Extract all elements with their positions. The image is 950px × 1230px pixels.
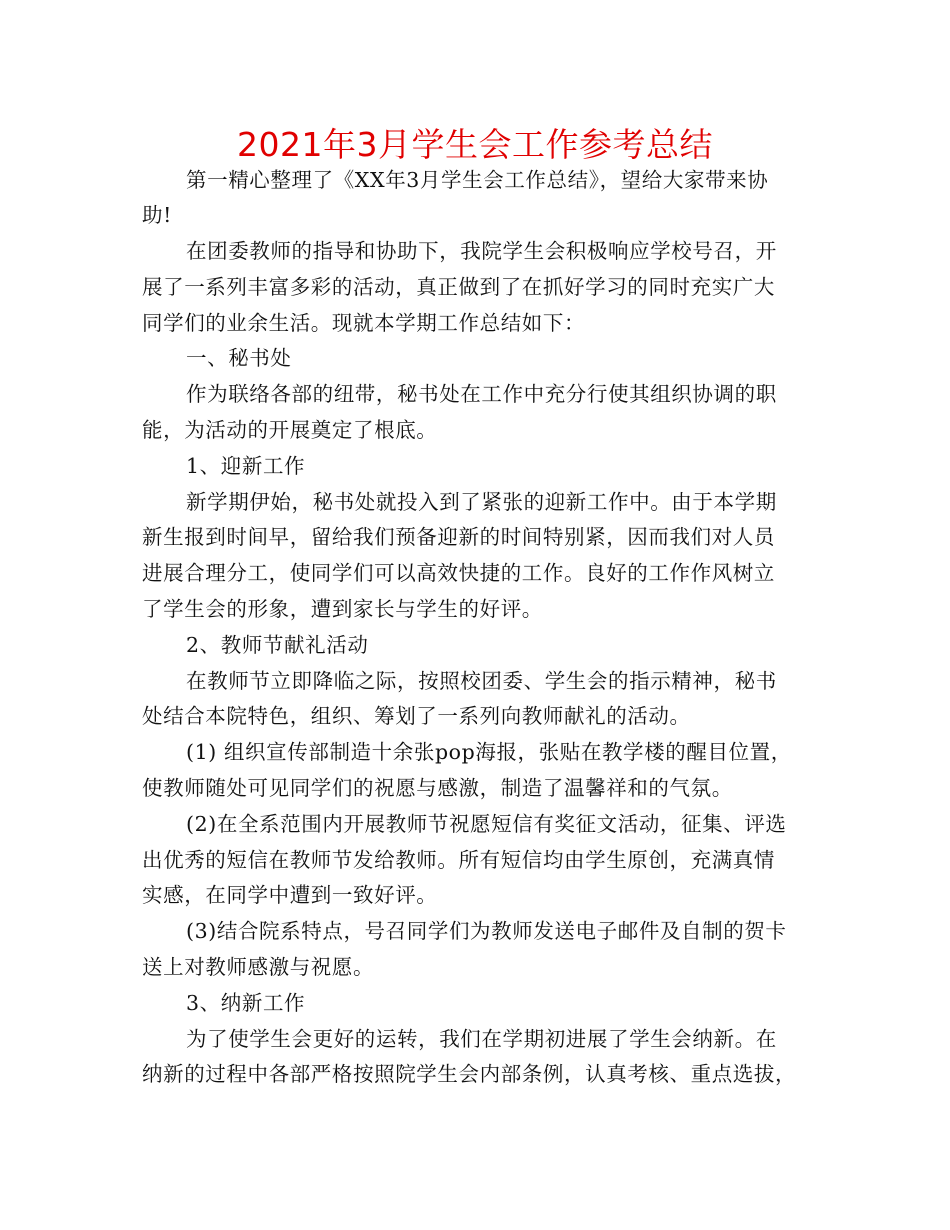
list-item-line: (2)在全系范围内开展教师节祝愿短信有奖征文活动，征集、评选 xyxy=(186,812,787,836)
list-item-line: 使教师随处可见同学们的祝愿与感激，制造了温馨祥和的气氛。 xyxy=(142,776,733,800)
paragraph-line: 在教师节立即降临之际，按照校团委、学生会的指示精神，秘书 xyxy=(186,669,777,693)
subsection-heading: 2、教师节献礼活动 xyxy=(186,633,369,657)
list-item-line: 实感，在同学中遭到一致好评。 xyxy=(142,883,438,907)
paragraph-line: 助! xyxy=(142,203,172,227)
paragraph-line: 处结合本院特色，组织、筹划了一系列向教师献礼的活动。 xyxy=(142,704,691,728)
list-item-line: 出优秀的短信在教师节发给教师。所有短信均由学生原创，充满真情 xyxy=(142,848,775,872)
paragraph-line: 同学们的业余生活。现就本学期工作总结如下： xyxy=(142,311,586,335)
paragraph-line: 新学期伊始，秘书处就投入到了紧张的迎新工作中。由于本学期 xyxy=(186,490,777,514)
paragraph-line: 作为联络各部的纽带，秘书处在工作中充分行使其组织协调的职 xyxy=(186,382,777,406)
list-item-line: (3)结合院系特点，号召同学们为教师发送电子邮件及自制的贺卡 xyxy=(186,919,787,943)
paragraph-line: 纳新的过程中各部严格按照院学生会内部条例，认真考核、重点选拔， xyxy=(142,1062,797,1086)
section-heading: 一、秘书处 xyxy=(186,346,292,370)
list-item-line: (1) 组织宣传部制造十余张pop海报，张贴在教学楼的醒目位置， xyxy=(186,740,792,764)
paragraph-line: 为了使学生会更好的运转，我们在学期初进展了学生会纳新。在 xyxy=(186,1027,777,1051)
paragraph-line: 第一精心整理了《XX年3月学生会工作总结》，望给大家带来协 xyxy=(186,168,769,192)
paragraph-line: 在团委教师的指导和协助下，我院学生会积极响应学校号召，开 xyxy=(186,239,777,263)
paragraph-line: 新生报到时间早，留给我们预备迎新的时间特别紧，因而我们对人员 xyxy=(142,525,775,549)
paragraph-line: 进展合理分工，使同学们可以高效快捷的工作。良好的工作作风树立 xyxy=(142,561,775,585)
list-item-line: 送上对教师感激与祝愿。 xyxy=(142,955,375,979)
subsection-heading: 3、纳新工作 xyxy=(186,991,306,1015)
paragraph-line: 了学生会的形象，遭到家长与学生的好评。 xyxy=(142,597,543,621)
document-title: 2021年3月学生会工作参考总结 xyxy=(237,125,713,164)
subsection-heading: 1、迎新工作 xyxy=(186,454,306,478)
paragraph-line: 展了一系列丰富多彩的活动，真正做到了在抓好学习的同时充实广大 xyxy=(142,275,775,299)
paragraph-line: 能，为活动的开展奠定了根底。 xyxy=(142,418,438,442)
